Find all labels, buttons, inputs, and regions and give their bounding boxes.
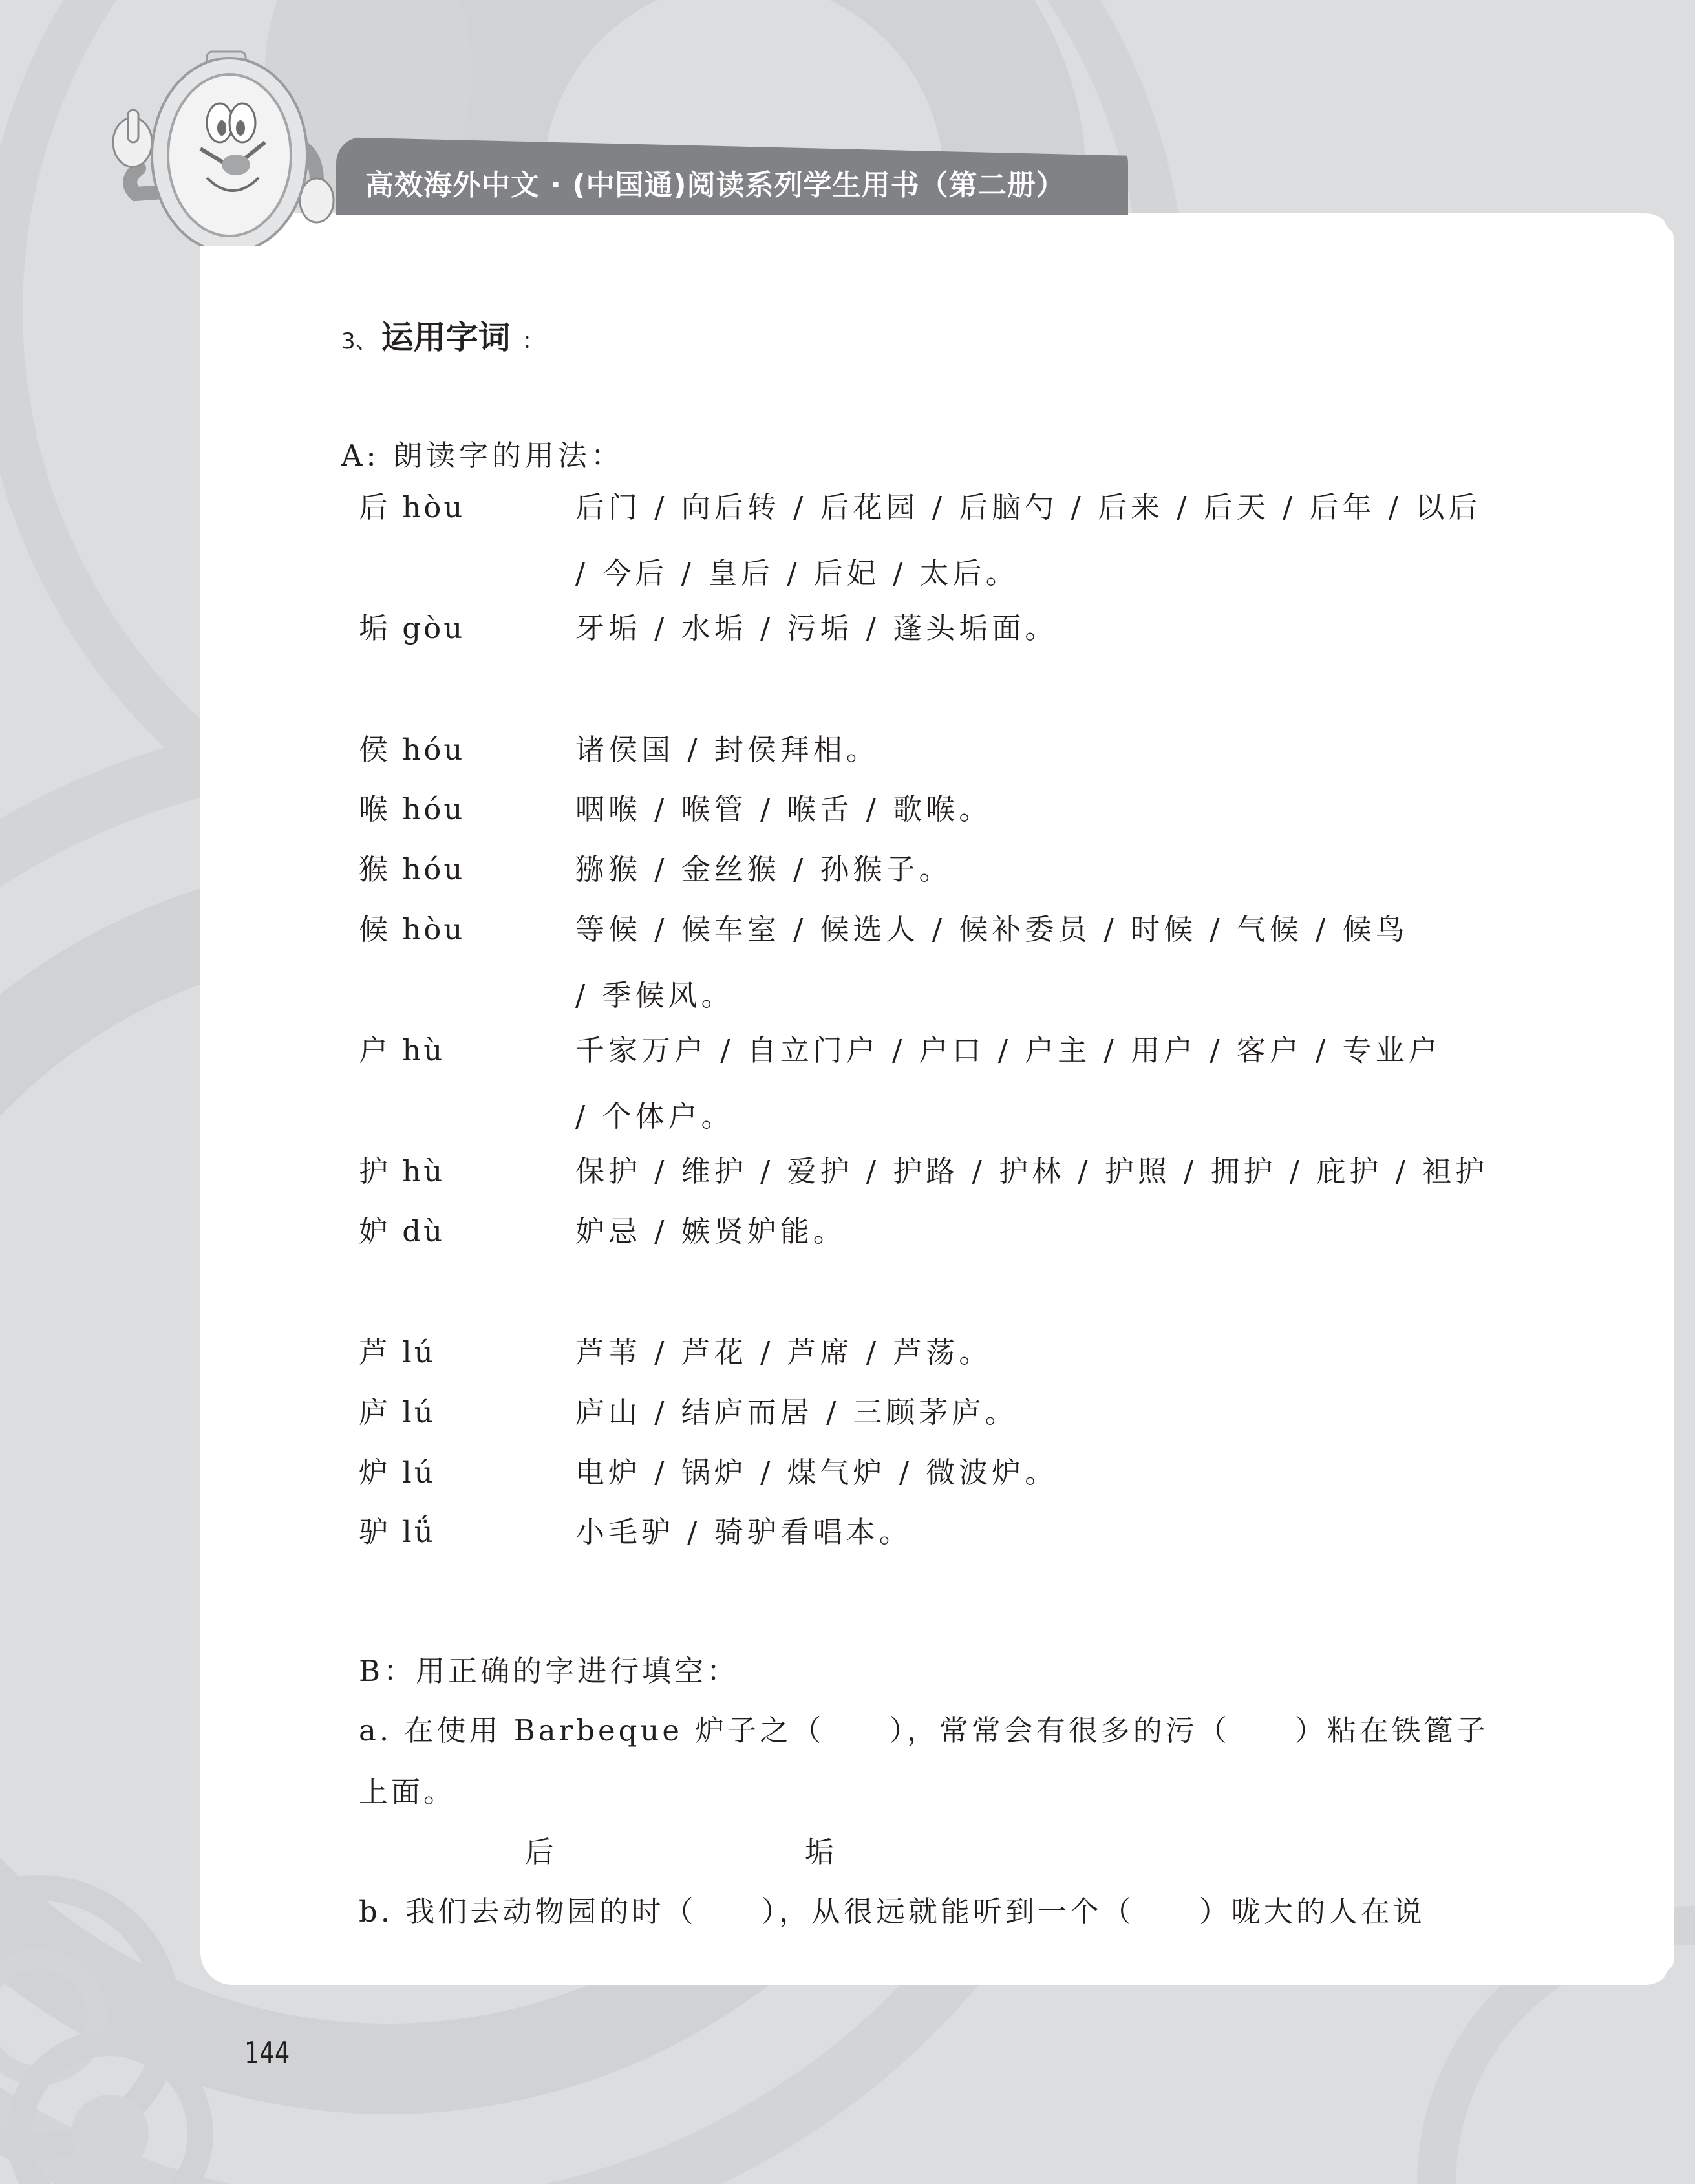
- word-list: 小毛驴 / 骑驴看唱本。: [575, 1515, 912, 1549]
- list-item: [359, 731, 879, 769]
- character-pinyin: 户 hù: [359, 1033, 445, 1067]
- answer-hint: 后: [525, 1835, 555, 1869]
- word-list-continued: / 今后 / 皇后 / 后妃 / 太后。: [575, 556, 1019, 590]
- list-item: [359, 1453, 1058, 1492]
- part-a-heading: A: 朗读字的用法：: [341, 438, 624, 473]
- exercise-a-line1: a. 在使用 Barbeque 炉子之（ ），常常会有很多的污（ ）粘在铁篦子: [359, 1713, 1489, 1748]
- list-item: [359, 609, 1058, 648]
- clock-mascot-icon: [97, 45, 368, 246]
- word-list: 等候 / 候车室 / 候选人 / 候补委员 / 时候 / 气候 / 候鸟: [575, 912, 1409, 947]
- character-pinyin: 驴 lǘ: [359, 1515, 436, 1549]
- character-pinyin: 护 hù: [359, 1154, 445, 1188]
- list-item: [359, 790, 992, 829]
- word-list: 芦苇 / 芦花 / 芦席 / 芦荡。: [575, 1335, 992, 1369]
- word-list: 牙垢 / 水垢 / 污垢 / 蓬头垢面。: [575, 611, 1058, 645]
- word-list: 猕猴 / 金丝猴 / 孙猴子。: [575, 852, 952, 886]
- word-list-continued: / 个体户。: [575, 1099, 734, 1133]
- list-item: [359, 1031, 1442, 1070]
- character-pinyin: 侯 hóu: [359, 733, 465, 767]
- list-item: [359, 1393, 1018, 1432]
- word-list: 电炉 / 锅炉 / 煤气炉 / 微波炉。: [575, 1455, 1058, 1490]
- answer-hint: 垢: [805, 1835, 835, 1869]
- character-pinyin: 芦 lú: [359, 1335, 436, 1369]
- page-number: 144: [244, 2035, 290, 2070]
- section-title: 运用字词: [381, 319, 511, 356]
- list-item: [359, 1513, 912, 1552]
- word-list: 千家万户 / 自立门户 / 户口 / 户主 / 用户 / 客户 / 专业户: [575, 1033, 1442, 1067]
- word-list: 咽喉 / 喉管 / 喉舌 / 歌喉。: [575, 792, 992, 826]
- list-item: [359, 910, 1409, 949]
- list-item: [359, 1333, 992, 1372]
- part-b-heading: B：用正确的字进行填空：: [359, 1654, 740, 1688]
- word-list: 后门 / 向后转 / 后花园 / 后脑勺 / 后来 / 后天 / 后年 / 以后: [575, 490, 1482, 524]
- word-list: 保护 / 维护 / 爱护 / 护路 / 护林 / 护照 / 拥护 / 庇护 / 袒护: [575, 1154, 1489, 1188]
- word-list: 庐山 / 结庐而居 / 三顾茅庐。: [575, 1395, 1018, 1429]
- list-item: [359, 1212, 846, 1251]
- section-heading: 3、 运用字词 ：: [341, 319, 544, 356]
- word-list-continued: / 季候风。: [575, 978, 734, 1012]
- character-pinyin: 喉 hóu: [359, 792, 465, 826]
- character-pinyin: 猴 hóu: [359, 852, 465, 886]
- character-pinyin: 候 hòu: [359, 912, 465, 947]
- character-pinyin: 垢 gòu: [359, 611, 465, 645]
- book-title: 高效海外中文 · (中国通)阅读系列学生用书（第二册）: [365, 169, 1065, 202]
- word-list: 诸侯国 / 封侯拜相。: [575, 733, 879, 767]
- exercise-b-line1: b. 我们去动物园的时（ ），从很远就能听到一个（ ）咙大的人在说: [359, 1894, 1425, 1929]
- character-pinyin: 妒 dù: [359, 1214, 445, 1248]
- section-number: 3、: [341, 328, 378, 354]
- exercise-a-line2: 上面。: [359, 1775, 456, 1809]
- character-pinyin: 庐 lú: [359, 1395, 436, 1429]
- list-item: [359, 850, 952, 889]
- list-item: [359, 488, 1481, 527]
- character-pinyin: 后 hòu: [359, 490, 465, 524]
- character-pinyin: 炉 lú: [359, 1455, 436, 1490]
- word-list: 妒忌 / 嫉贤妒能。: [575, 1214, 846, 1248]
- list-item: [359, 1152, 1488, 1191]
